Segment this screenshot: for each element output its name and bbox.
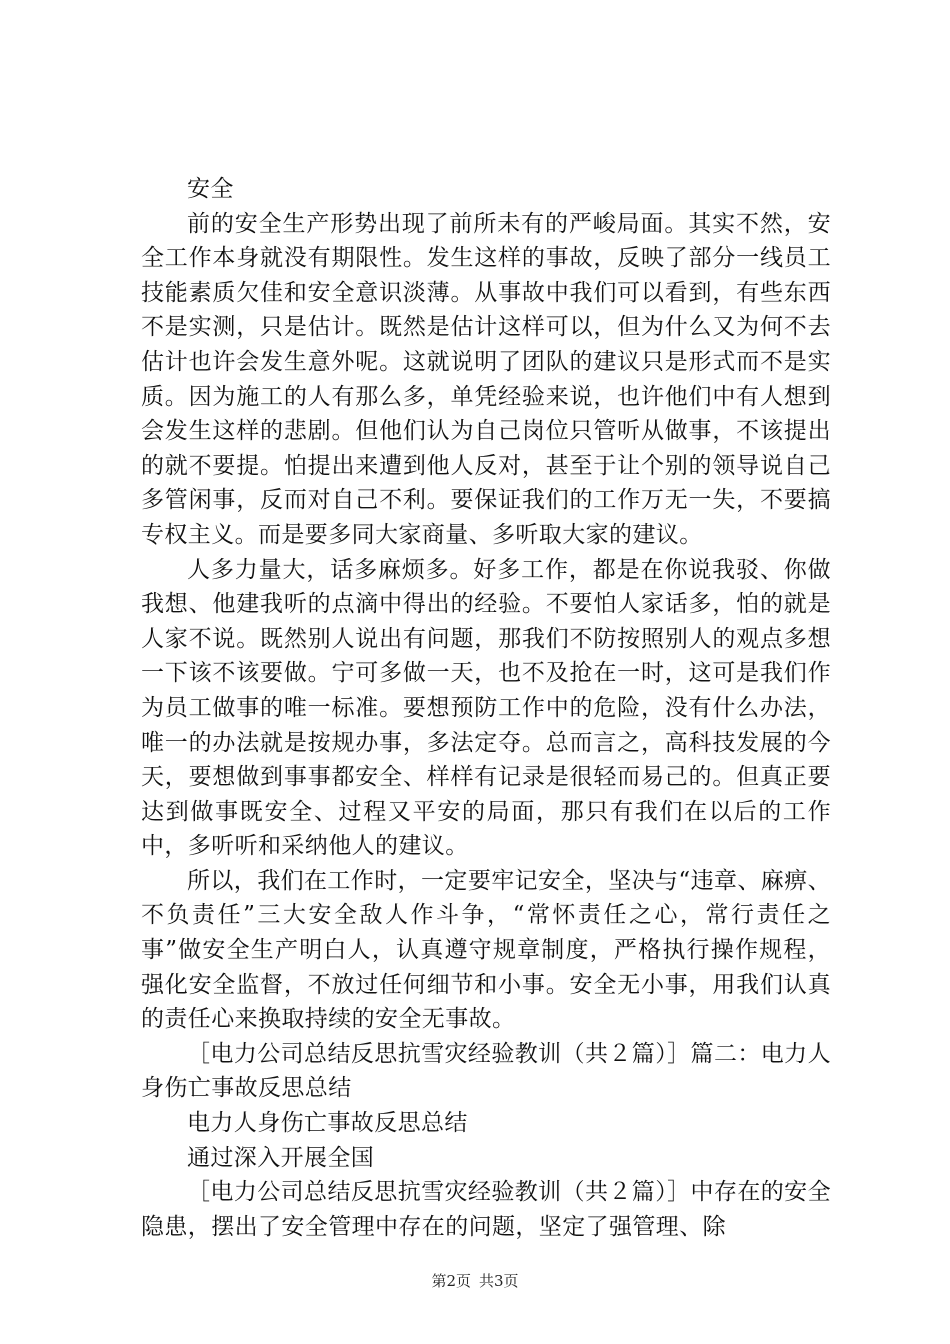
paragraph-hidden-dangers: ［电力公司总结反思抗雪灾经验教训（共２篇）］中存在的安全隐患，摆出了安全管理中存在的问题，坚定了强管理、除 xyxy=(141,1179,831,1240)
paragraph-heading-anquan: 安全 xyxy=(187,176,234,202)
document-body xyxy=(141,172,831,1244)
paragraph-subtitle: 电力人身伤亡事故反思总结 xyxy=(187,1110,468,1137)
page-total: 共3页 xyxy=(479,1272,519,1290)
paragraph-conclusion: 所以，我们在工作时，一定要牢记安全，坚决与“违章、麻痹、不负责任”三大安全敌人作斗争，“常怀责任之心，常行责任之事”做安全生产明白人，认真遵守规章制度，严格执行操作规程，强化安全监督，不放过任何细节和小事。安全无小事，用我们认真的责任心来换取持续的安全无事故。 xyxy=(141,867,831,1033)
paragraph-teamwork: 人多力量大，话多麻烦多。好多工作，都是在你说我驳、你做我想、他建我听的点滴中得出的经验。不要怕人家话多，怕的就是人家不说。既然别人说出有问题，那我们不防按照别人的观点多想一下该不该要做。宁可多做一天，也不及抢在一时，这可是我们作为员工做事的唯一标准。要想预防工作中的危险，没有什么办法，唯一的办法就是按规办事，多法定夺。总而言之，高科技发展的今天，要想做到事事都安全、样样有记录是很轻而易己的。但真正要达到做事既安全、过程又平安的局面，那只有我们在以后的工作中，多听听和采纳他人的建议。 xyxy=(141,556,831,860)
paragraph-safety-situation: 前的安全生产形势出现了前所未有的严峻局面。其实不然，安全工作本身就没有期限性。发生这样的事故，反映了部分一线员工技能素质欠佳和安全意识淡薄。从事故中我们可以看到，有些东西不是实测，只是估计。既然是估计这样可以，但为什么又为何不去估计也许会发生意外呢。这就说明了团队的建议只是形式而不是实质。因为施工的人有那么多，单凭经验来说，也许他们中有人想到会发生这样的悲剧。但他们认为自己岗位只管听从做事，不该提出的就不要提。怕提出来遭到他人反对，甚至于让个别的领导说自己多管闲事，反而对自己不利。要保证我们的工作万无一失，不要搞专权主义。而是要多同大家商量、多听取大家的建议。 xyxy=(141,210,831,548)
page-number: 第2页 xyxy=(431,1272,471,1290)
paragraph-intro: 通过深入开展全国 xyxy=(187,1144,375,1171)
paragraph-article-two-title: ［电力公司总结反思抗雪灾经验教训（共２篇）］篇二：电力人身伤亡事故反思总结 xyxy=(141,1040,831,1102)
page-footer xyxy=(0,1271,950,1291)
